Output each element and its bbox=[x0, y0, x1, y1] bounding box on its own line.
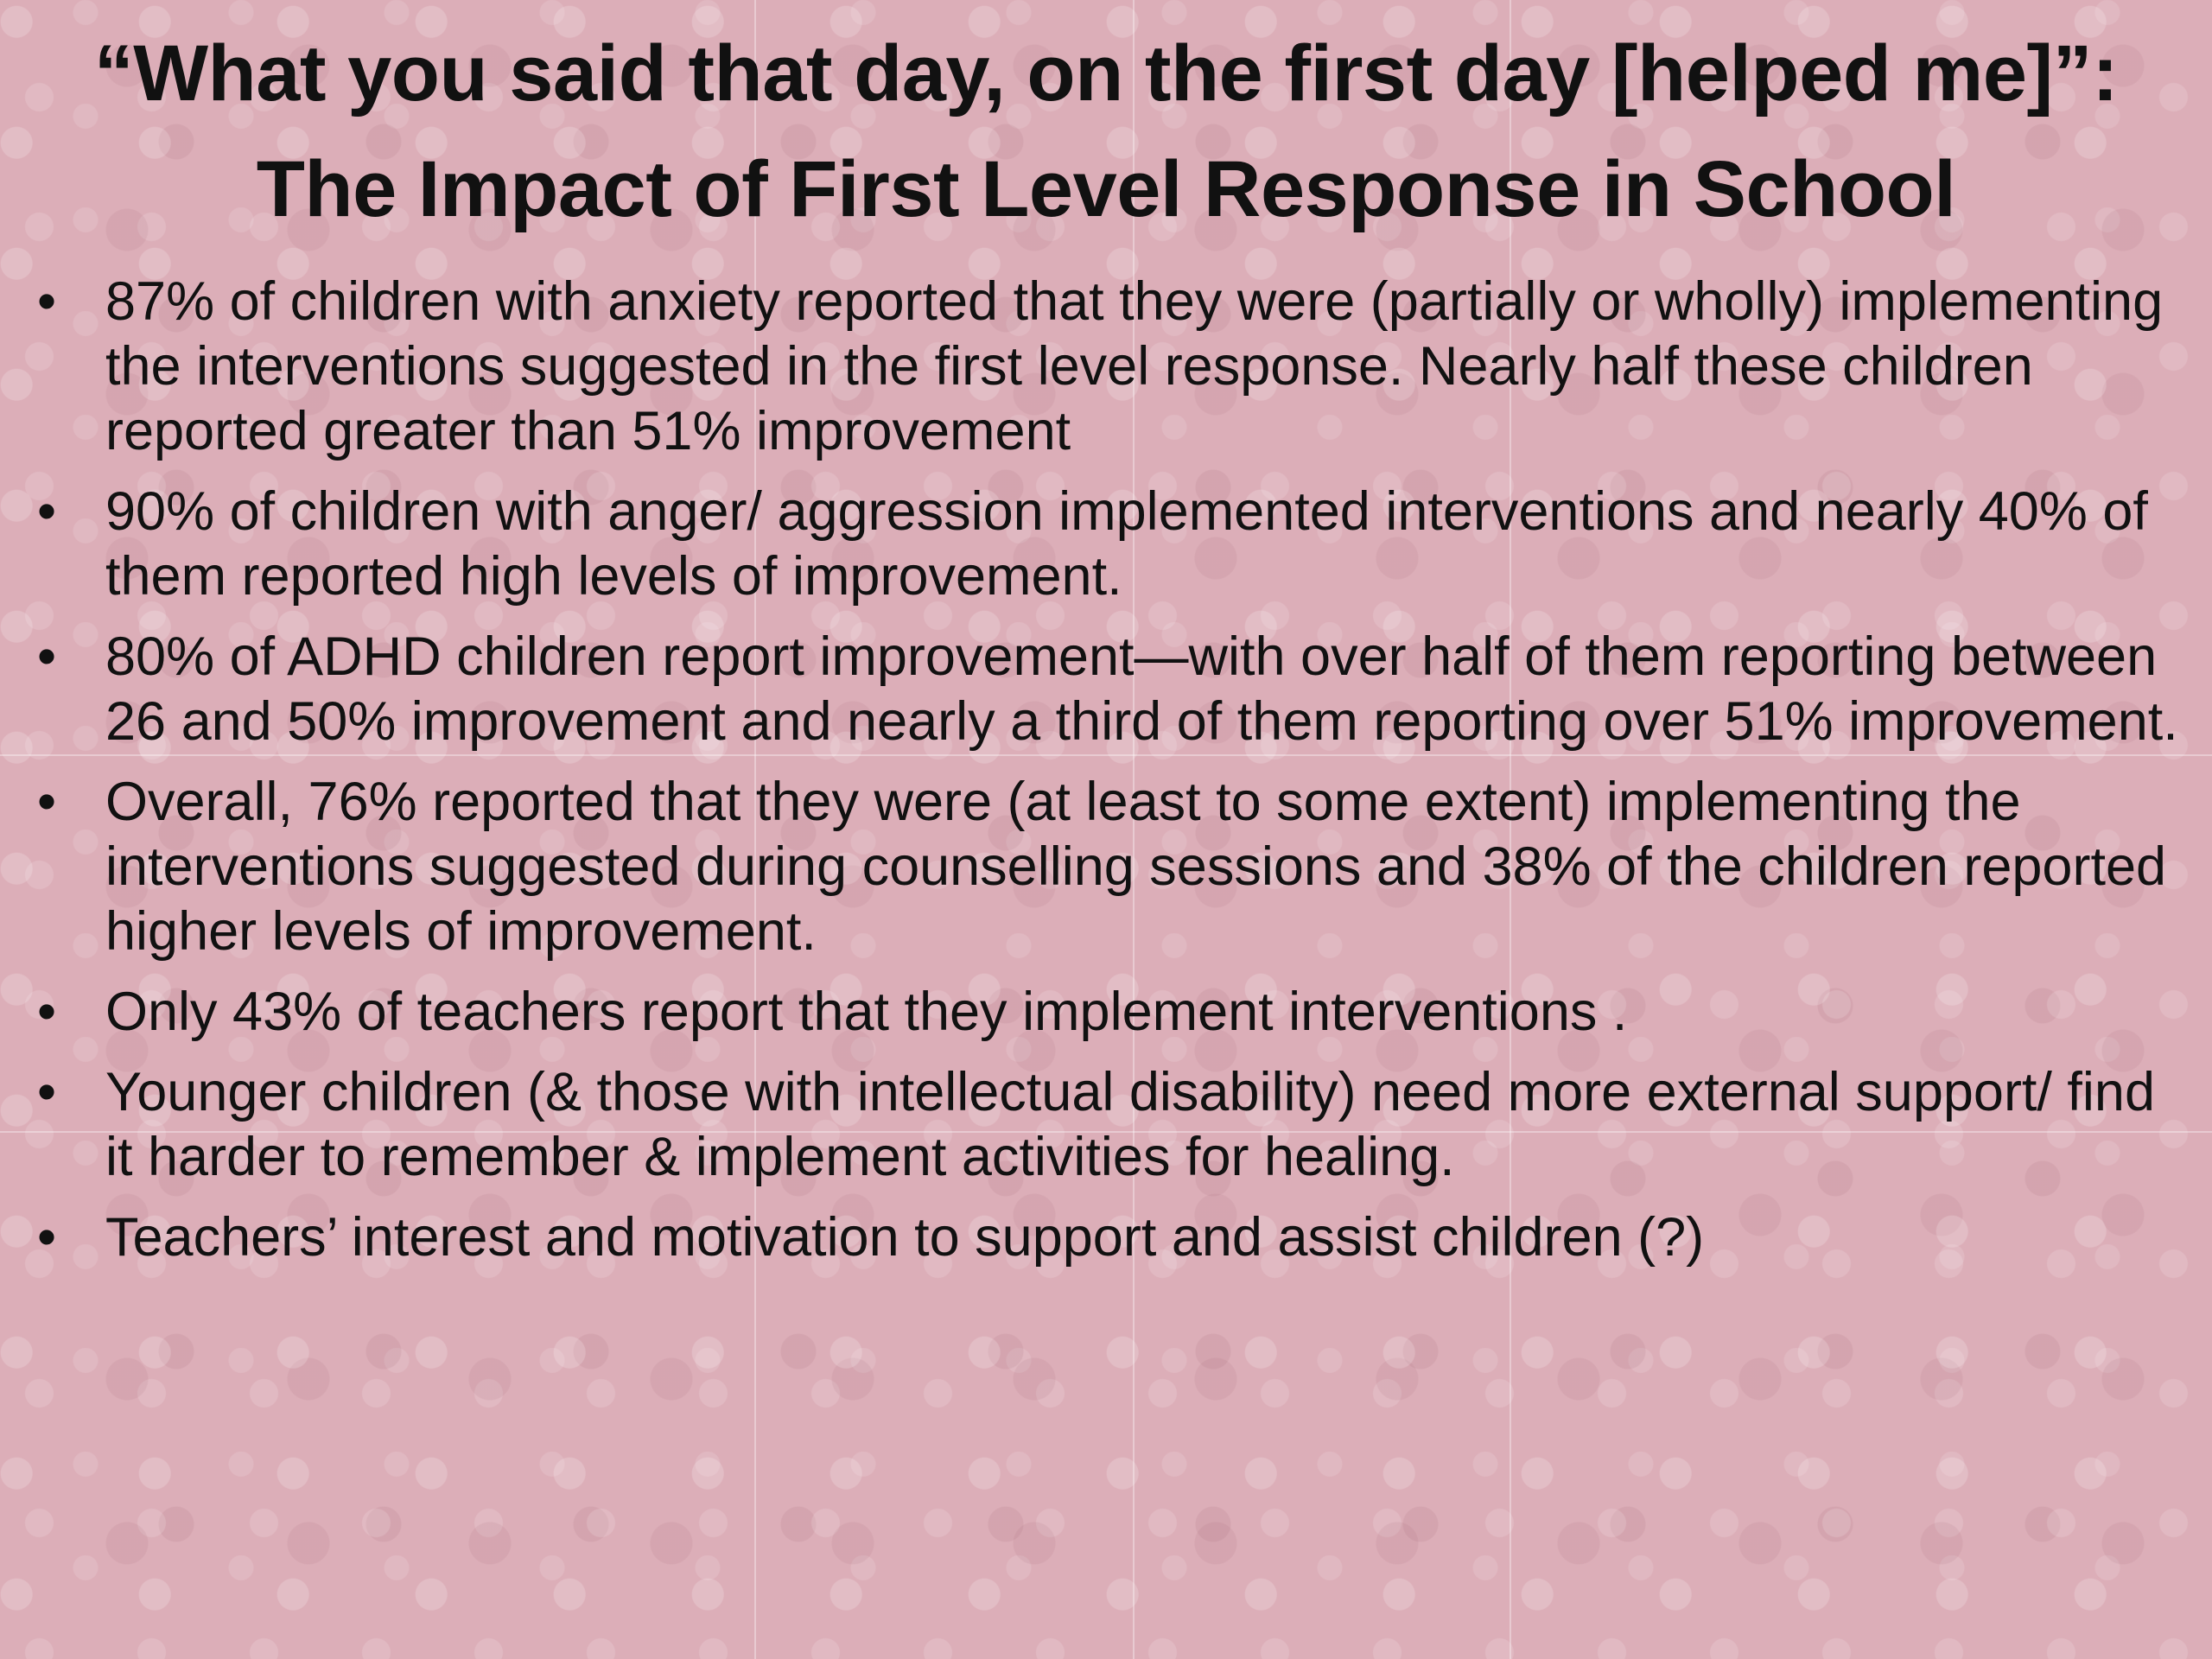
bullet-text: Younger children (& those with intellectual disability) need more external support/ find it harder to remember & implement activities for healing. bbox=[105, 1062, 2156, 1187]
bullet-text: Teachers’ interest and motivation to support and assist children (?) bbox=[105, 1207, 1705, 1268]
bullet-text: Overall, 76% reported that they were (at least to some extent) implementing the interventions suggested during counselling sessions and 38% of the children reported higher levels of improvement. bbox=[105, 772, 2167, 962]
bullet-icon: • bbox=[36, 481, 57, 542]
bullet-text: Only 43% of teachers report that they implement interventions . bbox=[105, 982, 1628, 1042]
bullet-item bbox=[17, 480, 2195, 609]
bullet-icon: • bbox=[36, 626, 57, 687]
bullet-item bbox=[17, 1060, 2195, 1190]
bullet-list bbox=[17, 270, 2195, 1286]
bullet-item bbox=[17, 270, 2195, 464]
bullet-icon: • bbox=[36, 1207, 57, 1268]
bullet-icon: • bbox=[36, 772, 57, 832]
bullet-item bbox=[17, 980, 2195, 1045]
bullet-text: 90% of children with anger/ aggression implemented interventions and nearly 40% of them reported high levels of improvement. bbox=[105, 481, 2148, 607]
bullet-icon: • bbox=[36, 1062, 57, 1122]
bullet-item bbox=[17, 770, 2195, 964]
bullet-item bbox=[17, 625, 2195, 754]
slide-title: “What you said that day, on the first day [helped me]”: The Impact of First Level Response in School bbox=[93, 29, 2119, 233]
bullet-text: 87% of children with anxiety reported that they were (partially or wholly) implementing the interventions suggested in the first level response. Nearly half these children reported greater than 51% improvement bbox=[105, 271, 2164, 461]
bullet-text: 80% of ADHD children report improvement—with over half of them reporting between 26 and 50% improvement and nearly a third of them reporting over 51% improvement. bbox=[105, 626, 2178, 752]
bullet-icon: • bbox=[36, 271, 57, 332]
bullet-icon: • bbox=[36, 982, 57, 1042]
bullet-item bbox=[17, 1205, 2195, 1270]
